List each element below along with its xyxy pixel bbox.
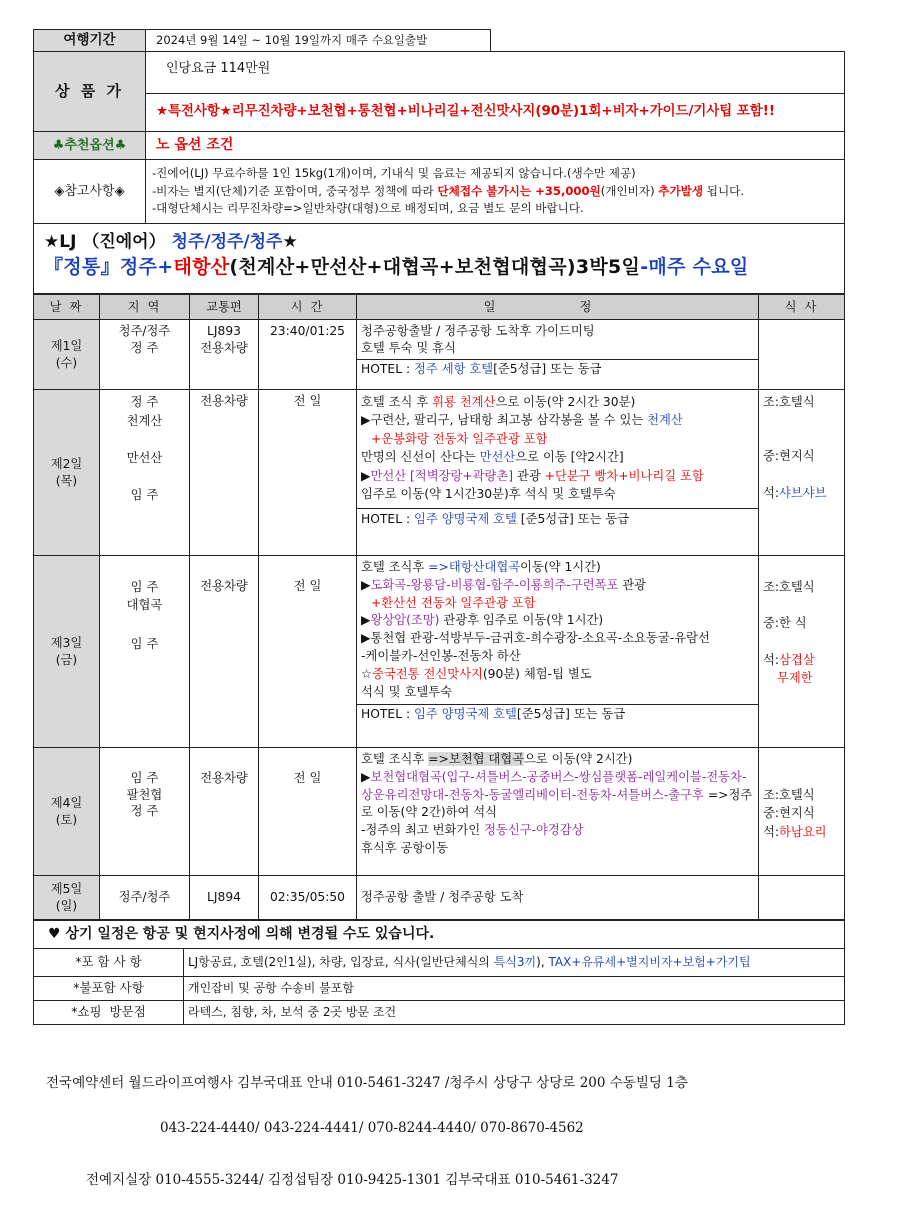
excluded-value: 개인잡비 및 공항 수송비 불포함 <box>184 977 845 1001</box>
day-5-row <box>34 876 845 920</box>
day-3-schedule-7: ☆중국전통 전신맛사지(90분) 체험-팁 별도 <box>361 666 592 681</box>
day-4-meal-lunch: 중:현지식 <box>763 806 815 821</box>
day-1-row <box>34 320 845 390</box>
day-3-meal-dinner: 석:삼겹살 <box>763 652 815 667</box>
day-4-schedule-4: 휴식후 공항이동 <box>361 841 449 856</box>
day-4-region-2: 팔천협 <box>126 787 163 802</box>
day-1-schedule-2: 호텔 투숙 및 휴식 <box>361 340 456 355</box>
day-4-meal-breakfast: 조:호텔식 <box>763 788 815 802</box>
excluded-label: *불포함 사항 <box>34 977 184 1001</box>
day-3-schedule-5: ▶통천협 관광-석방부두-금귀호-희수광장-소요곡-소요동굴-유람선 <box>361 631 710 646</box>
day-2-row <box>34 390 845 556</box>
shopping-value: 라텍스, 침향, 차, 보석 중 2곳 방문 조건 <box>184 1001 845 1025</box>
title-line-2: 『정통』정주+태항산(천계산+만선산+대협곡+보천협대협곡)3박5일-매주 수요일 <box>44 256 749 278</box>
day-3-schedule-6: -케이블카-선인봉-전동차 하산 <box>361 649 521 664</box>
notes-line-2: -비자는 별지(단체)기준 포함이며, 중국정부 정책에 따라 단체접수 불가시는 +35,000원(개인비자) 추가발생 됩니다. <box>152 183 745 198</box>
notes-text <box>146 160 845 224</box>
day-3-schedule-2: ▶도화곡-왕룡담-비룡협-함주-이룡희주-구련폭포 관광 <box>361 577 647 592</box>
day-2-meal-breakfast: 조:호텔식 <box>763 395 815 409</box>
schedule-table <box>33 294 845 920</box>
notes-label: ◈참고사항◈ <box>34 160 146 224</box>
product-price: 인당요금 114만원 <box>146 52 845 94</box>
day-1-region-1: 청주/정주 <box>118 324 171 338</box>
header-day: 날 짜 <box>34 295 100 320</box>
day-2-vehicle: 전용차량 <box>190 390 259 556</box>
day-2-schedule-3: +운봉화랑 전동차 일주관광 포함 <box>371 431 548 446</box>
day-1-hotel: HOTEL : 정주 세항 호텔[준5성급] 또는 동급 <box>357 359 758 379</box>
day-2-schedule-1: 호텔 조식 후 휘룡 천계산으로 이동(약 2시간 30분) <box>361 395 636 409</box>
day-2-hotel: HOTEL : 임주 양명국제 호텔 [준5성급] 또는 동급 <box>357 508 758 529</box>
day-5-time: 02:35/05:50 <box>259 876 357 920</box>
footer-line-1: 전국예약센터 월드라이프여행사 김부국대표 안내 010-5461-3247 /청주시 상당구 상당로 200 수동빌딩 1층 <box>46 1075 688 1091</box>
notes-line-3: -대형단체시는 리무진차량=>일반차량(대형)으로 배정되며, 요금 별도 문의 바랍니다. <box>152 201 584 216</box>
included-value: LJ항공료, 호텔(2인1실), 차량, 입장료, 식사(일반단체식의 특식3끼), TAX+유류세+별지비자+보험+가기팁 <box>184 949 845 977</box>
shopping-label: *쇼핑 방문점 <box>34 1001 184 1025</box>
info-table <box>33 29 845 224</box>
recommend-option-value: 노 옵션 조건 <box>146 132 845 160</box>
header-time: 시 간 <box>259 295 357 320</box>
day-3-schedule-1: 호텔 조식후 =>태항산대협곡이동(약 1시간) <box>361 560 601 574</box>
notice-text: ♥ 상기 일정은 항공 및 현지사정에 의해 변경될 수도 있습니다. <box>34 921 845 949</box>
header-region: 지 역 <box>100 295 190 320</box>
day-3-meal-dinner-note: 무제한 <box>777 671 813 686</box>
title-block <box>33 224 845 294</box>
day-1-region-2: 정 주 <box>130 340 159 355</box>
day-3-vehicle: 전용차량 <box>190 556 259 748</box>
day-3-schedule-4: ▶왕상암(조망) 관광후 임주로 이동(약 1시간) <box>361 613 604 628</box>
day-3-region-2: 대협곡 <box>126 598 163 613</box>
day-3-region-1: 임 주 <box>130 580 159 594</box>
day-3-meal-breakfast: 조:호텔식 <box>763 580 815 594</box>
day-3-label: 제3일 (금) <box>34 556 100 748</box>
day-2-schedule-6: 임주로 이동(약 1시간30분)후 석식 및 호텔투숙 <box>361 487 616 502</box>
day-3-schedule-3: +환산선 전동차 일주관광 포함 <box>371 595 536 610</box>
day-2-meal-dinner: 석:샤브샤브 <box>763 485 827 500</box>
day-3-hotel: HOTEL : 임주 양명국제 호텔[준5성급] 또는 동급 <box>357 704 758 725</box>
footer-line-3: 전예지실장 010-4555-3244/ 김정섭팀장 010-9425-1301 김부국대표 010-5461-3247 <box>86 1172 619 1188</box>
day-2-schedule-2: ▶구련산, 팔리구, 남태항 최고봉 삼각봉을 볼 수 있는 천계산 <box>361 413 683 428</box>
header-meal: 식 사 <box>759 295 845 320</box>
day-5-flight: LJ894 <box>190 876 259 920</box>
day-3-row <box>34 556 845 748</box>
day-1-time: 23:40/01:25 <box>259 320 357 390</box>
day-3-schedule-8: 석식 및 호텔투숙 <box>361 684 452 699</box>
itinerary-document <box>33 29 845 1025</box>
day-1-schedule-1: 청주공항출발 / 정주공항 도착후 가이드미팅 <box>361 324 595 338</box>
day-4-vehicle: 전용차량 <box>190 748 259 876</box>
schedule-header <box>34 295 845 320</box>
terms-table <box>33 920 845 1025</box>
benefit-text: ★특전사항★리무진차량+보천협+통천협+비나리길+전신맛사지(90분)1회+비자+가이드/기사팁 포함!! <box>146 94 845 132</box>
day-4-schedule-1: 호텔 조식후 =>보천협 대협곡으로 이동(약 2시간) <box>361 752 633 766</box>
day-2-schedule-5: ▶만선산 [적벽장랑+곽량촌] 관광 +단분구 빵차+비나리길 포함 <box>361 468 704 483</box>
day-3-time: 전 일 <box>259 556 357 748</box>
day-4-meal-dinner: 석:하남요리 <box>763 824 827 839</box>
day-4-label: 제4일 (토) <box>34 748 100 876</box>
day-4-time: 전 일 <box>259 748 357 876</box>
travel-period-value: 2024년 9월 14일 ~ 10월 19일까지 매주 수요일출발 <box>146 30 491 52</box>
header-transport: 교통편 <box>190 295 259 320</box>
title-line-1: ★LJ （진에어） 청주/정주/청주★ <box>44 232 298 252</box>
day-1-flight: LJ893 <box>207 324 241 338</box>
day-4-region-3: 정 주 <box>130 804 159 819</box>
day-4-schedule-3: -정주의 최고 번화가인 정동신구-야경감상 <box>361 823 584 838</box>
day-4-region-1: 임 주 <box>130 771 159 785</box>
footer-line-2: 043-224-4440/ 043-224-4441/ 070-8244-4440/ 070-8670-4562 <box>160 1120 584 1136</box>
day-2-meal-lunch: 중:현지식 <box>763 449 815 464</box>
day-4-row <box>34 748 845 876</box>
header-schedule: 일 정 <box>357 295 759 320</box>
notes-line-1: -진에어(LJ) 무료수하물 1인 15kg(1개)이며, 기내식 및 음료는 제공되지 않습니다.(생수만 제공) <box>152 165 636 180</box>
included-label: *포 함 사 항 <box>34 949 184 977</box>
day-3-region-3: 임 주 <box>130 636 159 651</box>
day-3-meal-lunch: 중:한 식 <box>763 616 807 631</box>
recommend-option-label: ♣추천옵션♣ <box>34 132 146 160</box>
day-4-schedule-2: ▶보천협대협곡(입구-셔틀버스-공중버스-쌍심플랫폼-레일케이블-전동차-상운유리전망대-전동차-동굴엘리베이터-전동차-셔틀버스-출구후 =>정주로 이동(약 2간)하여 석식 <box>361 769 753 820</box>
day-1-vehicle: 전용차량 <box>200 340 248 355</box>
travel-period-label: 여행기간 <box>34 30 146 52</box>
day-2-schedule-4: 만명의 신선이 산다는 만선산으로 이동 [약2시간] <box>361 450 624 465</box>
day-2-region-1: 정 주 <box>130 395 159 409</box>
day-2-label: 제2일 (목) <box>34 390 100 556</box>
day-1-label: 제1일 (수) <box>34 320 100 390</box>
day-5-schedule: 정주공항 출발 / 청주공항 도착 <box>357 876 759 920</box>
day-5-label: 제5일 (일) <box>34 876 100 920</box>
day-2-region-4: 임 주 <box>130 488 159 503</box>
day-2-region-3: 만선산 <box>126 451 163 466</box>
day-5-region: 정주/청주 <box>100 876 190 920</box>
day-2-region-2: 천계산 <box>126 414 163 429</box>
product-price-label: 상 품 가 <box>34 52 146 132</box>
day-2-time: 전 일 <box>259 390 357 556</box>
